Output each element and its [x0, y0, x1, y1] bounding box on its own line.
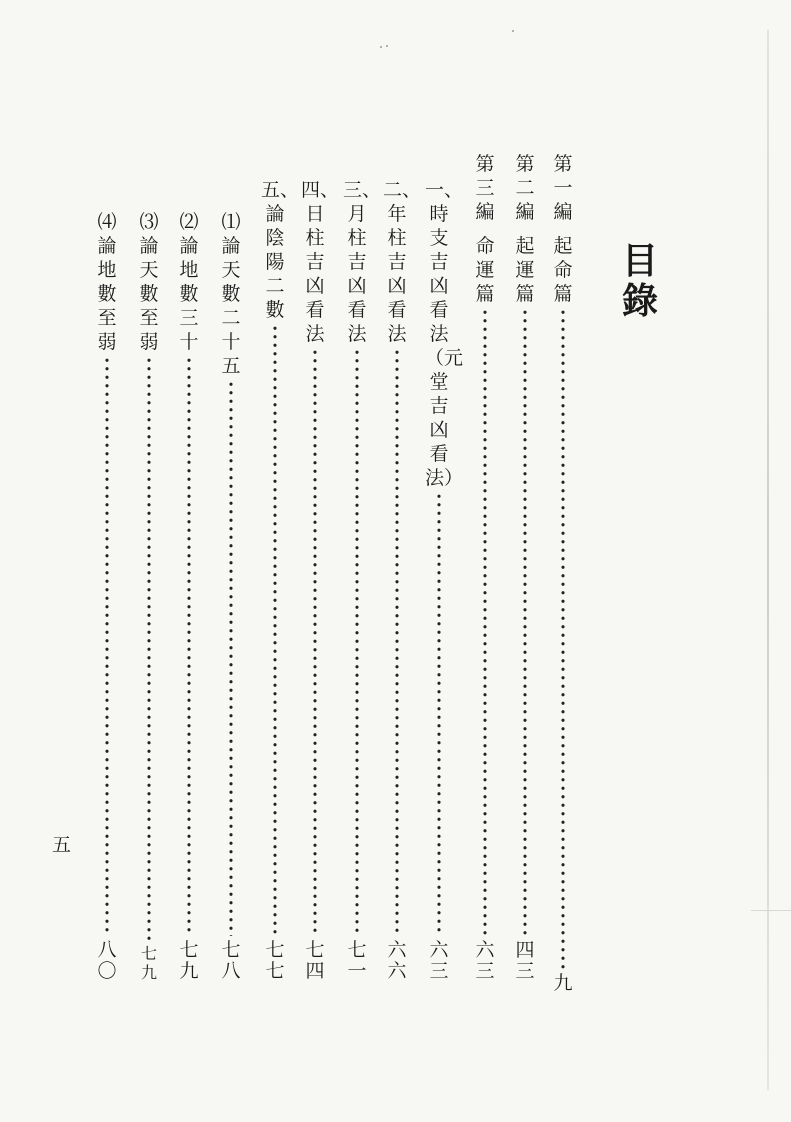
toc-page-number: 六三	[475, 939, 495, 982]
speck	[512, 30, 514, 32]
dot-leader	[437, 492, 441, 936]
toc-label: 命運篇	[475, 235, 495, 305]
dot-leader	[147, 356, 151, 940]
toc-heading: 第一編	[553, 153, 573, 223]
toc-page-number: 六六	[387, 939, 407, 982]
toc-entry-12	[90, 210, 124, 982]
dot-leader	[561, 308, 565, 969]
dot-leader	[355, 348, 359, 936]
toc-heading: 第三編	[475, 153, 495, 223]
toc-page-number: 四三	[515, 939, 535, 982]
toc-label: ⑷論地數至弱	[97, 211, 117, 353]
dot-leader	[395, 348, 399, 936]
scan-edge	[767, 30, 769, 1090]
toc-label: 起命篇	[553, 235, 573, 305]
dot-leader	[313, 348, 317, 936]
toc-entry-2	[508, 152, 542, 982]
toc-page-number: 七四	[305, 939, 325, 982]
toc-label: 二、年柱吉凶看法	[383, 179, 422, 345]
scan-mark	[751, 910, 791, 911]
toc-page-number: 九	[553, 972, 573, 994]
dot-leader	[187, 356, 191, 936]
toc-label: 起運篇	[515, 235, 535, 305]
page-title	[616, 242, 664, 322]
toc-label: ⑴論天數二十五	[221, 211, 241, 377]
toc-page-number: 七八	[221, 939, 241, 982]
toc-entry-1	[546, 152, 580, 994]
toc-entry-8	[258, 178, 300, 982]
dot-leader	[273, 324, 277, 936]
toc-entry-5	[380, 178, 422, 982]
folio-page-number: 五	[52, 834, 72, 856]
toc-label: 三、月柱吉凶看法	[343, 179, 382, 345]
toc-entry-4	[422, 178, 464, 982]
toc-label: 一、時支吉凶看法（元堂吉凶看法）	[425, 179, 464, 489]
toc-page-number: 七九	[140, 944, 157, 982]
toc-label: 五、論陰陽二數	[261, 179, 300, 321]
toc-entry-9	[214, 210, 248, 982]
toc-page-number: 七九	[179, 939, 199, 982]
speck	[386, 45, 388, 47]
page-title-text: 目錄	[621, 241, 658, 322]
toc-entry-6	[340, 178, 382, 982]
toc-entry-3	[468, 152, 502, 982]
speck	[380, 46, 382, 48]
dot-leader	[229, 380, 233, 936]
toc-page-number: 七七	[265, 939, 285, 982]
toc-entry-11	[132, 210, 166, 982]
toc-page-number: 六三	[429, 939, 449, 982]
toc-entry-10	[172, 210, 206, 982]
toc-page-number: 八〇	[97, 939, 117, 982]
dot-leader	[483, 308, 487, 936]
dot-leader	[523, 308, 527, 936]
toc-label: 四、日柱吉凶看法	[301, 179, 340, 345]
toc-entry-7	[298, 178, 340, 982]
toc-page-number: 七一	[347, 939, 367, 982]
toc-label: ⑶論天數至弱	[139, 211, 159, 353]
dot-leader	[105, 356, 109, 936]
toc-label: ⑵論地數三十	[179, 211, 199, 353]
toc-heading: 第二編	[515, 153, 535, 223]
